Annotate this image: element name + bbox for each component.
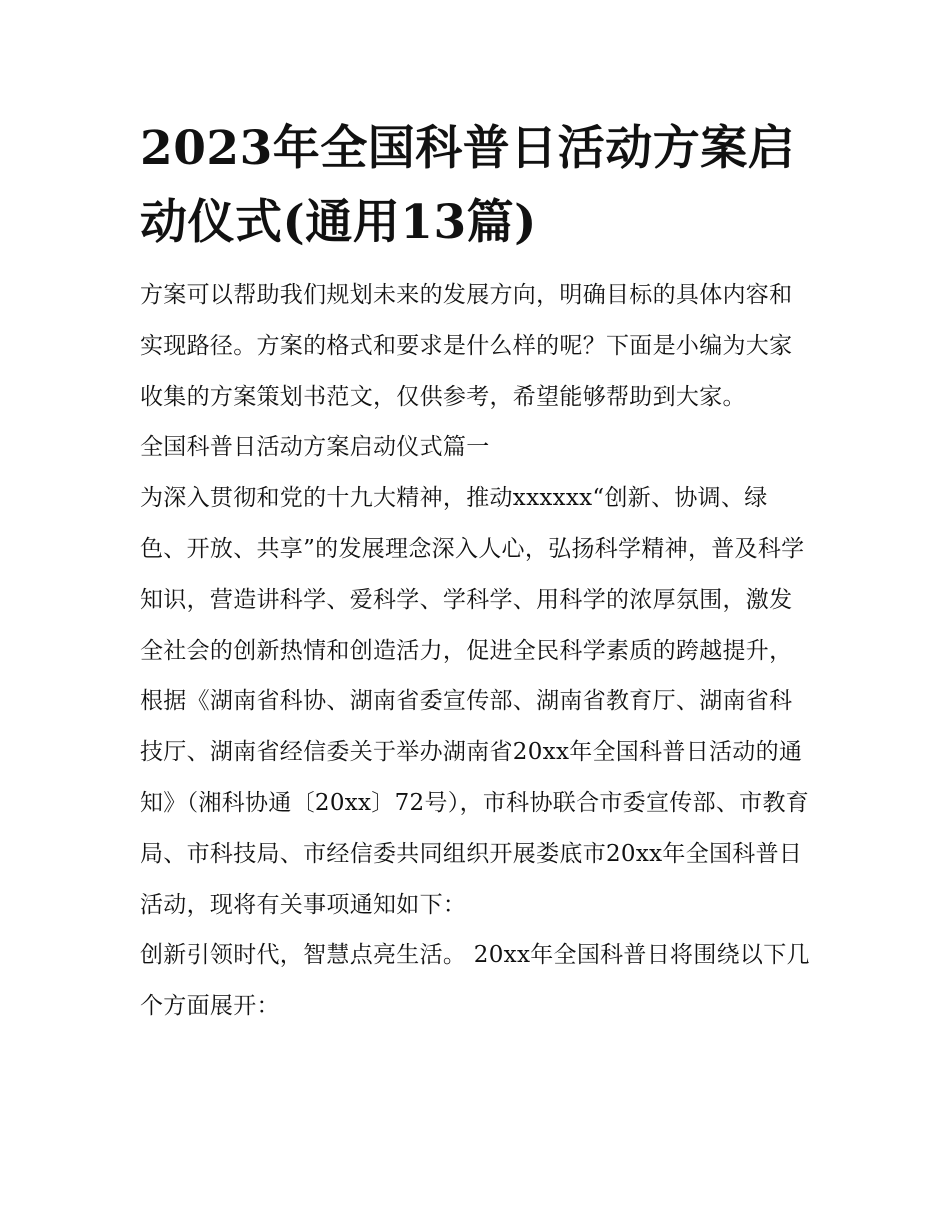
section-heading: 全国科普日活动方案启动仪式篇一 [140, 434, 490, 461]
body-paragraph: 创新引领时代，智慧点亮生活。 20xx年全国科普日将围绕以下几个方面展开： [140, 942, 810, 1020]
body-paragraph: 为深入贯彻和党的十九大精神，推动xxxxxx“创新、协调、绿色、开放、共享”的发展理念深入人心，弘扬科学精神，普及科学知识，营造讲科学、爱科学、学科学、用科学的浓厚氛围，激发全社会的创新热情和创造活力，促进全民科学素质的跨越提升，根据《湖南省科协、湖南省委宣传部、湖南省教育厅、湖南省科技厅、湖南省经信委关于举办湖南省20xx年全国科普日活动的通知》（湘科协通〔20xx〕72号），市科协联合市委宣传部、市教育局、市科技局、市经信委共同组织开展娄底市20xx年全国科普日活动，现将有关事项通知如下： [140, 485, 810, 918]
document-page [140, 112, 812, 1032]
document-body [140, 270, 812, 1032]
intro-paragraph: 方案可以帮助我们规划未来的发展方向，明确目标的具体内容和实现路径。方案的格式和要求是什么样的呢？下面是小编为大家收集的方案策划书范文，仅供参考，希望能够帮助到大家。 [140, 282, 793, 410]
document-title: 2023年全国科普日活动方案启动仪式(通用13篇) [140, 121, 796, 250]
